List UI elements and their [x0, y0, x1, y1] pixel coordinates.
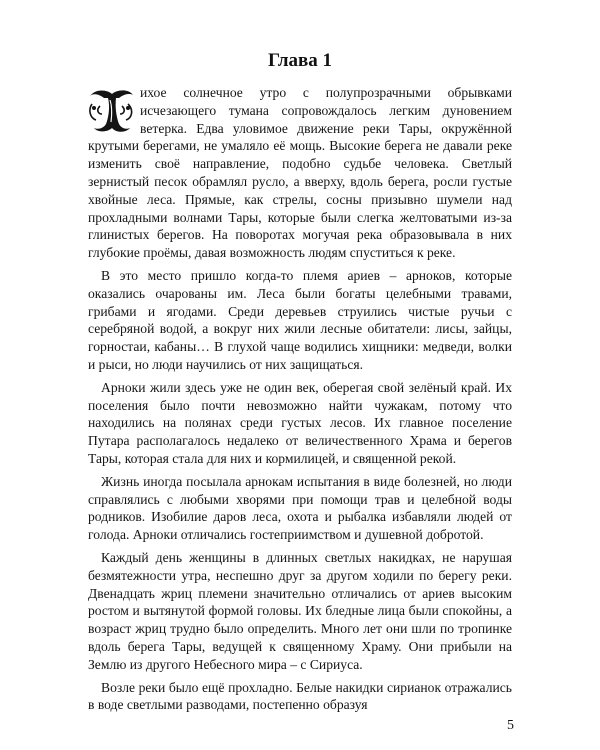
- paragraph-text: ихое солнечное утро с полупрозрачными обрывками исчезающего тумана сопровождалось легким дуновением ветерка. Едва уловимое движение реки Тары, окружённой крутыми берегами, не умаляло её мощь. Высокие берега не давали реке изменить своё направление, подобно судьбе человека. Светлый зернистый песок обрамлял русло, а вверху, вдоль берега, росли густые хвойные леса. Прямые, как стрелы, сосны призывно шумели над прохладными волнами Тары, которые были слегка желтоватыми из-за глинистых берегов. На поворотах могучая река образовывала в них глубокие проёмы, давая возможность людям спуститься к реке.: [88, 85, 512, 261]
- paragraph: Арноки жили здесь уже не один век, оберегая свой зелёный край. Их поселения было почти невозможно найти чужакам, потому что находились на полянах среди густых лесов. Их главное поселение Путара располагалось недалеко от величественного Храма и берегов Тары, которая стала для них и кормилицей, и священной рекой.: [88, 379, 512, 466]
- paragraph: Жизнь иногда посылала арнокам испытания в виде болезней, но люди справлялись с любыми хворями при помощи трав и целебной воды родников. Изобилие даров леса, охота и рыбалка избавляли людей от голода. Арноки отличались гостеприимством и душевной добротой.: [88, 473, 512, 543]
- paragraph: Каждый день женщины в длинных светлых накидках, не нарушая безмятежности утра, неспешно друг за другом ходили по берегу реки. Двенадцать жриц племени значительно отличались от ариев высоким ростом и вытянутой формой головы. Их бледные лица были спокойны, а возраст жриц трудно было определить. Много лет они шли по тропинке вдоль берега Тары, ведущей к священному Храму. Они прибыли на Землю из другого Небесного мира – с Сириуса.: [88, 549, 512, 672]
- paragraph: В это место пришло когда-то племя ариев – арноков, которые оказались очарованы им. Леса были богаты целебными травами, грибами и ягодами. Среди деревьев струились чистые ручьи с серебряной водой, а вокруг них жили лесные обитатели: лисы, зайцы, горностаи, кабаны… В глухой чаще водились хищники: медведи, волки и рыси, но люди научились от них защищаться.: [88, 267, 512, 372]
- chapter-title: Глава 1: [267, 50, 333, 71]
- paragraph: Возле реки было ещё прохладно. Белые накидки сирианок отражались в воде светлыми разводами, постепенно образуя: [88, 679, 512, 713]
- page-number: 5: [507, 718, 514, 733]
- chapter-text: [88, 84, 512, 719]
- ornamental-drop-cap: [86, 86, 136, 134]
- paragraph: [88, 84, 512, 262]
